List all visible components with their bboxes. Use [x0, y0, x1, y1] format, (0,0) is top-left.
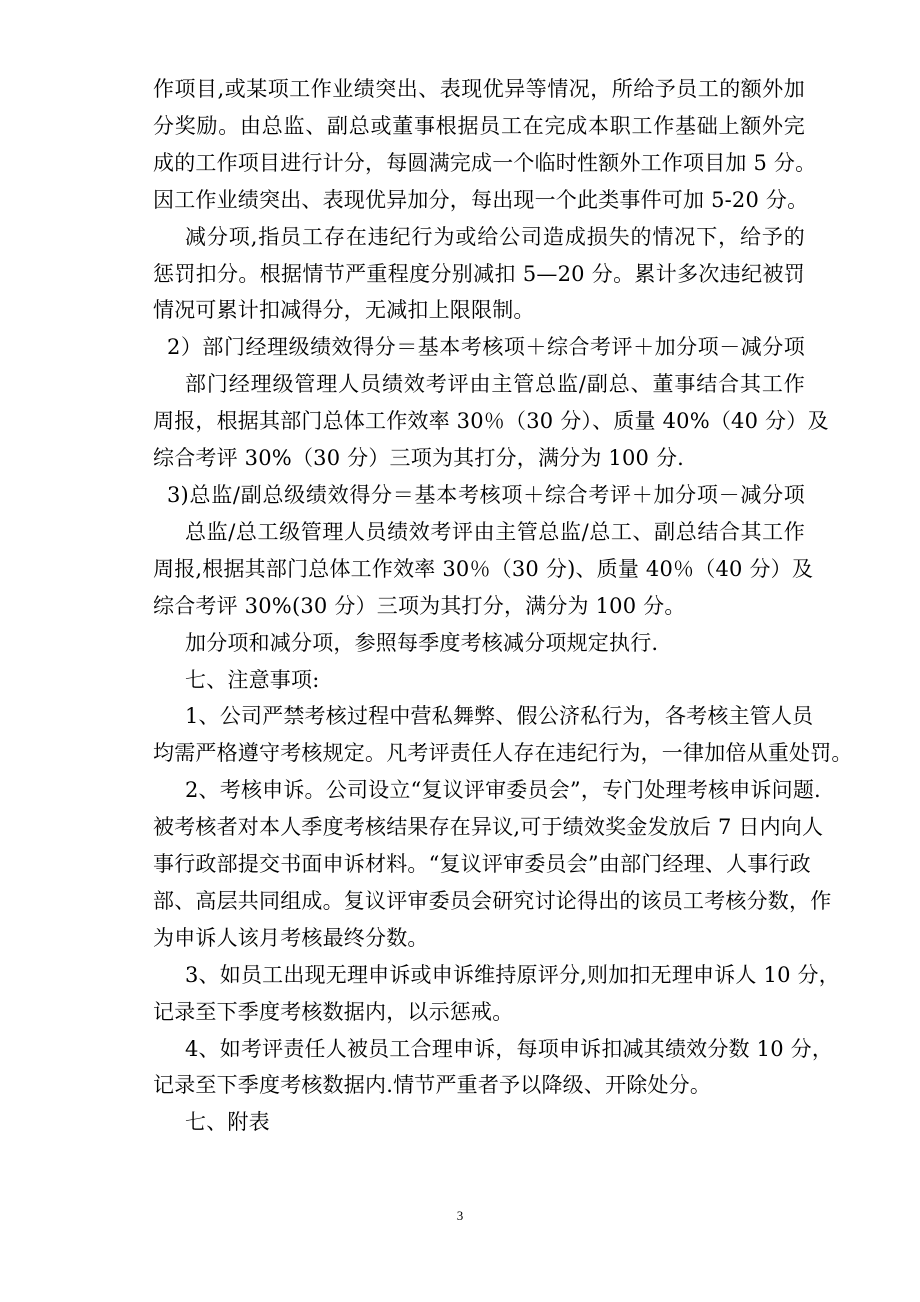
section-heading-appendix [153, 1104, 805, 1141]
text-line: 减分项,指员工存在违纪行为或给公司造成损失的情况下，给予的 [185, 224, 805, 249]
text-line: 被考核者对本人季度考核结果存在异议,可于绩效奖金发放后 7 日内向人 [153, 815, 824, 840]
text-line: 记录至下季度考核数据内，以示惩戒。 [153, 999, 514, 1024]
text-line: 事行政部提交书面申诉材料。“复议评审委员会”由部门经理、人事行政 [153, 852, 811, 877]
paragraph-department-manager-evaluation [153, 366, 829, 477]
text-line: 七、注意事项: [185, 667, 320, 692]
paragraph-note-3 [153, 957, 840, 1031]
text-line: 惩罚扣分。根据情节严重程度分别减扣 5—20 分。累计多次违纪被罚 [153, 261, 805, 286]
text-line: 3)总监/副总级绩效得分＝基本考核项＋综合考评＋加分项－减分项 [167, 482, 805, 507]
section-heading-notes [153, 662, 805, 699]
heading-department-manager-score [153, 329, 805, 366]
paragraph-director-evaluation [153, 514, 814, 625]
text-line: 为申诉人该月考核最终分数。 [153, 925, 429, 950]
text-line: 记录至下季度考核数据内.情节严重者予以降级、开除处分。 [153, 1073, 712, 1098]
text-line: 部、高层共同组成。复议评审委员会研究讨论得出的该员工考核分数，作 [153, 888, 832, 913]
document-body [153, 71, 853, 1141]
text-line: 2、考核申诉。公司设立“复议评审委员会”，专门处理考核申诉问题. [185, 778, 821, 803]
text-line: 3、如员工出现无理申诉或申诉维持原评分,则加扣无理申诉人 10 分， [185, 962, 840, 987]
text-line: 1、公司严禁考核过程中营私舞弊、假公济私行为，各考核主管人员 [185, 704, 814, 729]
text-line: 4、如考评责任人被员工合理申诉，每项申诉扣减其绩效分数 10 分， [185, 1036, 834, 1061]
text-line: 分奖励。由总监、副总或董事根据员工在完成本职工作基础上额外完 [153, 113, 805, 138]
text-line: 周报,根据其部门总体工作效率 30％（30 分)、质量 40％（40 分）及 [153, 556, 814, 581]
text-line: 因工作业绩突出、表现优异加分，每出现一个此类事件可加 5-20 分。 [153, 187, 809, 212]
text-line: 总监/总工级管理人员绩效考评由主管总监/总工、副总结合其工作 [185, 519, 805, 544]
paragraph-bonus-deduction-note [153, 625, 805, 662]
text-line: 加分项和减分项，参照每季度考核减分项规定执行. [185, 630, 659, 655]
text-line: 部门经理级管理人员绩效考评由主管总监/副总、董事结合其工作 [185, 372, 805, 397]
paragraph-deduction-description [153, 219, 805, 330]
text-line: 成的工作项目进行计分，每圆满完成一个临时性额外工作项目加 5 分。 [153, 150, 817, 175]
page-number: 3 [456, 1208, 464, 1223]
paragraph-note-1 [153, 698, 853, 772]
text-line: 情况可累计扣减得分，无减扣上限限制。 [153, 298, 535, 323]
paragraph-note-2 [153, 772, 832, 957]
text-line: 2）部门经理级绩效得分＝基本考核项＋综合考评＋加分项－减分项 [167, 335, 805, 360]
heading-director-score [153, 477, 805, 514]
text-line: 综合考评 30%(30 分）三项为其打分，满分为 100 分。 [153, 593, 686, 618]
paragraph-bonus-description [153, 71, 817, 219]
text-line: 周报，根据其部门总体工作效率 30％（30 分）、质量 40%（40 分）及 [153, 409, 829, 434]
text-line: 综合考评 30%（30 分）三项为其打分，满分为 100 分. [153, 446, 685, 471]
text-line: 七、附表 [185, 1110, 270, 1135]
text-line: 均需严格遵守考核规定。凡考评责任人存在违纪行为，一律加倍从重处罚。 [153, 741, 853, 766]
paragraph-note-4 [153, 1031, 834, 1105]
text-line: 作项目,或某项工作业绩突出、表现优异等情况，所给予员工的额外加 [153, 77, 805, 101]
